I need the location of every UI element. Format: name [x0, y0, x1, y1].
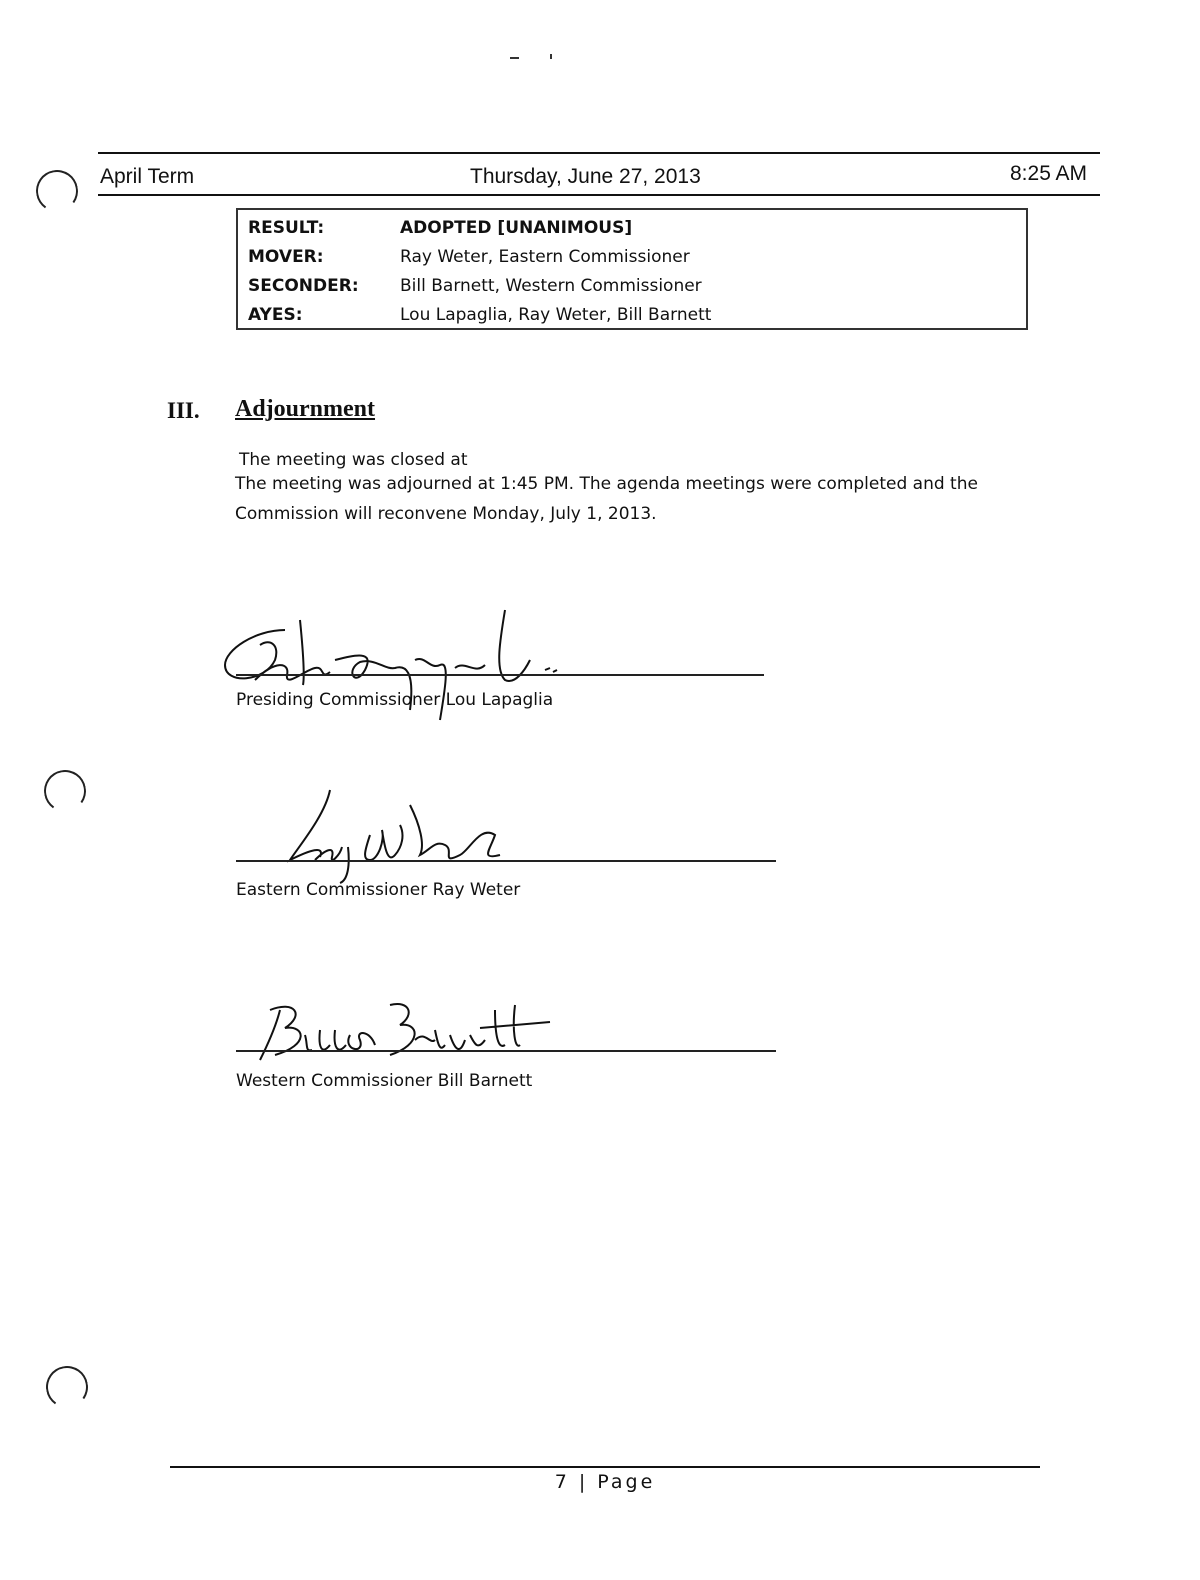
binder-hole-icon: [33, 167, 82, 216]
page-number: 7 | Page: [554, 1471, 656, 1493]
vote-label: AYES:: [248, 305, 303, 325]
vote-row-seconder: [248, 272, 1018, 300]
vote-result-box: [236, 208, 1028, 330]
section-title: Adjournment: [235, 396, 376, 422]
scan-speck: [550, 54, 552, 59]
vote-value: ADOPTED [UNANIMOUS]: [400, 218, 633, 238]
signature-line: [236, 860, 776, 862]
vote-label: RESULT:: [248, 218, 325, 238]
footer-rule: [170, 1466, 1040, 1468]
signature-caption: Western Commissioner Bill Barnett: [236, 1071, 533, 1091]
paragraph-line: The meeting was adjourned at 1:45 PM. The agenda meetings were completed and the: [235, 474, 978, 494]
vote-row-result: [248, 214, 1018, 242]
vote-value: Ray Weter, Eastern Commissioner: [400, 247, 690, 267]
paragraph-line: Commission will reconvene Monday, July 1, 2013.: [235, 504, 657, 524]
signature-ray-weter: [270, 785, 520, 885]
meeting-time: 8:25 AM: [1010, 162, 1088, 185]
vote-value: Lou Lapaglia, Ray Weter, Bill Barnett: [400, 305, 712, 325]
signature-line: [236, 674, 764, 676]
binder-hole-icon: [41, 767, 90, 816]
vote-label: SECONDER:: [248, 276, 359, 296]
signature-caption: Presiding Commissioner Lou Lapaglia: [236, 690, 554, 710]
vote-value: Bill Barnett, Western Commissioner: [400, 276, 702, 296]
binder-hole-icon: [43, 1363, 92, 1412]
signature-lou-lapaglia: [215, 600, 585, 740]
header-rule-top: [98, 152, 1100, 154]
vote-label: MOVER:: [248, 247, 324, 267]
meeting-date: Thursday, June 27, 2013: [470, 165, 701, 188]
vote-row-ayes: [248, 301, 1018, 329]
section-number: III.: [167, 398, 200, 423]
signature-caption: Eastern Commissioner Ray Weter: [236, 880, 521, 900]
signature-line: [236, 1050, 776, 1052]
vote-row-mover: [248, 243, 1018, 271]
signature-bill-barnett: [250, 990, 560, 1070]
scan-speck: [510, 57, 519, 59]
paragraph-line: The meeting was closed at: [239, 450, 468, 470]
term-label: April Term: [100, 165, 195, 188]
header-rule-bottom: [98, 194, 1100, 196]
